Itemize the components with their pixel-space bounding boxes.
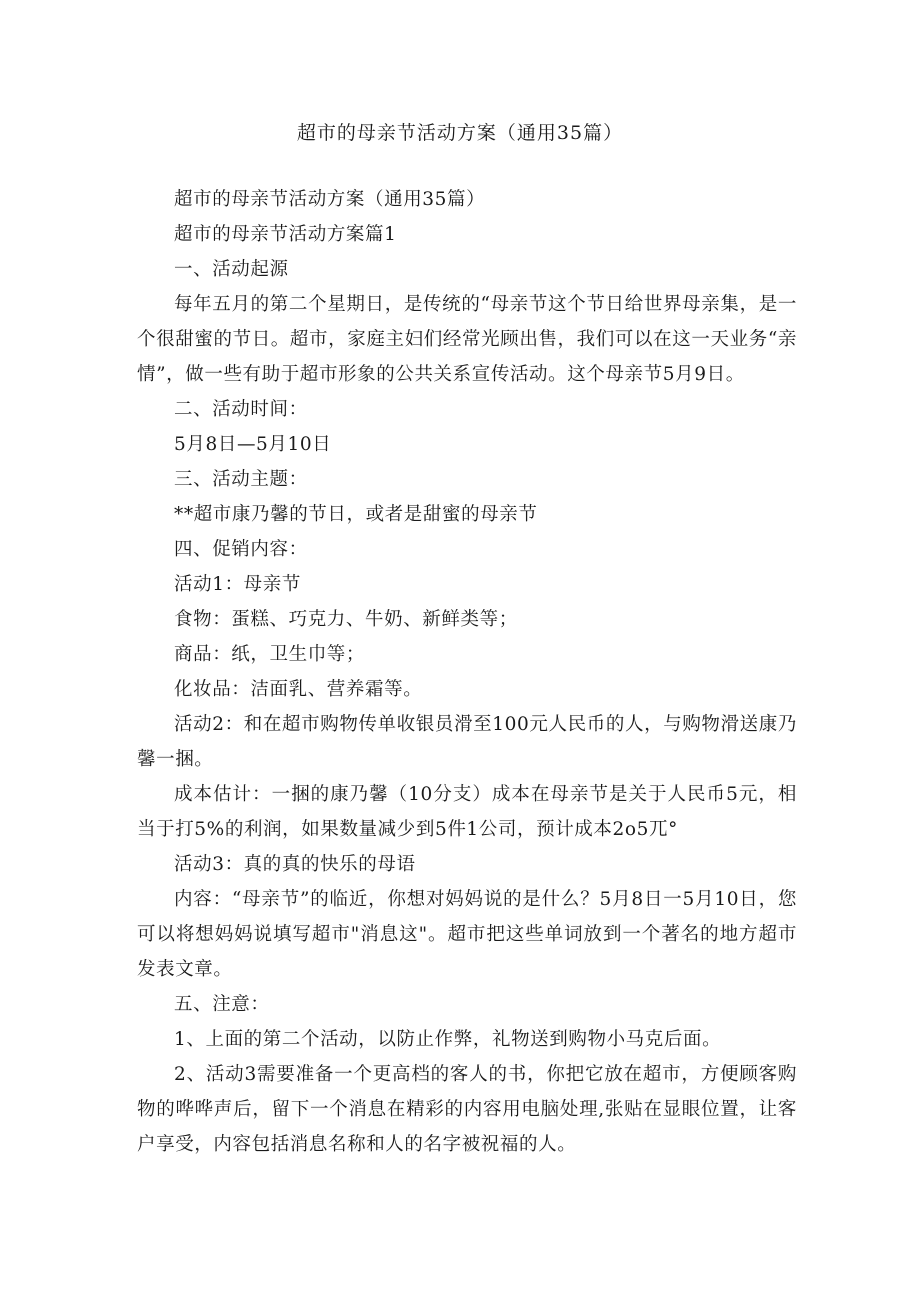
paragraph-note-2: 2、活动3需要准备一个更高档的客人的书，你把它放在超市，方便顾客购物的哗哗声后，留下一个消息在精彩的内容用电脑处理,张贴在显眼位置，让客户享受，内容包括消息名称和人的名字被祝福的人。 [137, 1064, 797, 1155]
paragraph-goods: 商品：纸，卫生巾等； [174, 644, 366, 665]
paragraph-activity-3: 活动3：真的真的快乐的母语 [174, 854, 416, 875]
document-body [137, 182, 797, 1162]
paragraph-subtitle: 超市的母亲节活动方案（通用35篇） [174, 189, 486, 210]
paragraph-theme-text: **超市康乃馨的节日，或者是甜蜜的母亲节 [174, 504, 538, 525]
paragraph-cost-estimate: 成本估计：一捆的康乃馨（10分支）成本在母亲节是关于人民币5元，相当于打5%的利润，如果数量减少到5件1公司，预计成本2o5兀° [137, 784, 797, 840]
paragraph-time-text: 5月8日—5月10日 [174, 434, 332, 455]
paragraph-section-heading: 超市的母亲节活动方案篇1 [174, 224, 397, 245]
paragraph-content: 内容：“母亲节”的临近，你想对妈妈说的是什么？5月8日一5月10日，您可以将想妈妈说填写超市"消息这"。超市把这些单词放到一个著名的地方超市发表文章。 [137, 889, 797, 980]
paragraph-origin-text: 每年五月的第二个星期日，是传统的“母亲节这个节日给世界母亲集，是一个很甜蜜的节日。超市，家庭主妇们经常光顾出售，我们可以在这一天业务“亲情”，做一些有助于超市形象的公共关系宣传活动。这个母亲节5月9日。 [137, 294, 797, 385]
paragraph-activity-1: 活动1：母亲节 [174, 574, 301, 595]
document-title: 超市的母亲节活动方案（通用35篇） [296, 122, 624, 144]
paragraph-heading-theme: 三、活动主题： [174, 469, 308, 490]
paragraph-heading-notes: 五、注意： [174, 994, 270, 1015]
paragraph-food: 食物：蛋糕、巧克力、牛奶、新鲜类等； [174, 609, 518, 630]
paragraph-note-1: 1、上面的第二个活动，以防止作弊，礼物送到购物小马克后面。 [174, 1029, 722, 1050]
paragraph-activity-2: 活动2：和在超市购物传单收银员滑至100元人民币的人，与购物滑送康乃馨一捆。 [137, 714, 797, 770]
paragraph-cosmetics: 化妆品：洁面乳、营养霜等。 [174, 679, 423, 700]
paragraph-heading-promotion: 四、促销内容： [174, 539, 308, 560]
paragraph-heading-origin: 一、活动起源 [174, 259, 289, 280]
paragraph-heading-time: 二、活动时间： [174, 399, 308, 420]
